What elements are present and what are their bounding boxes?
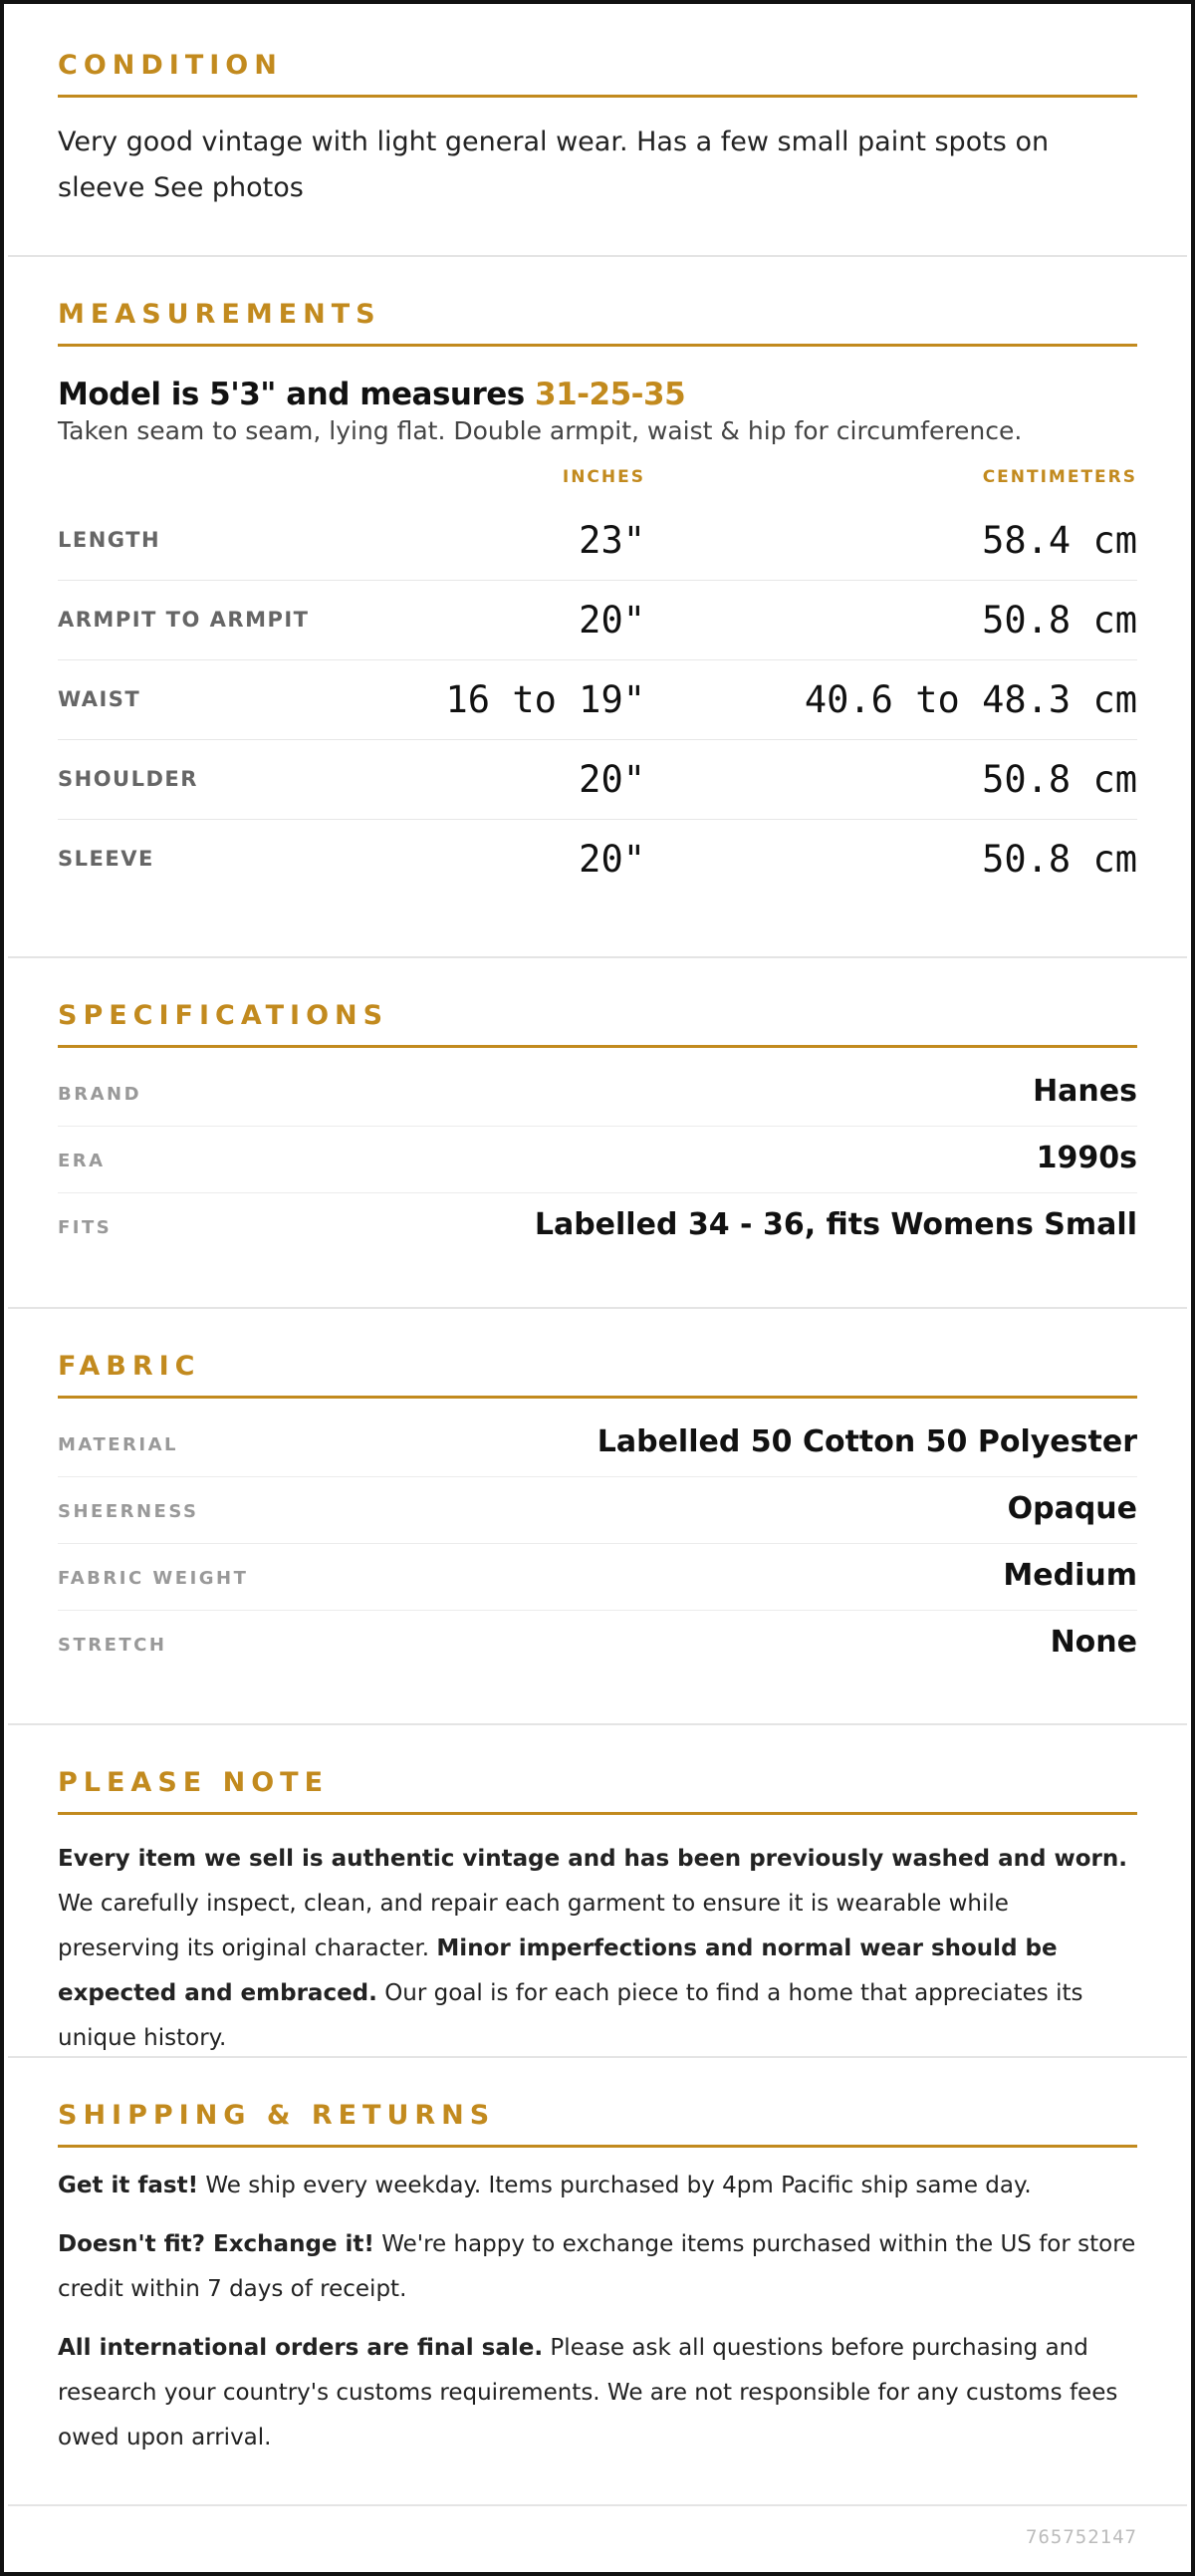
specifications-section [8, 958, 1187, 1309]
spec-value: 1990s [1036, 1141, 1137, 1175]
centimeters-column-header: CENTIMETERS [982, 467, 1137, 487]
measurement-cm: 58.4 cm [982, 519, 1137, 562]
fabric-value: None [1050, 1625, 1137, 1660]
measurement-label: LENGTH [58, 528, 161, 552]
fabric-section [8, 1309, 1187, 1725]
fabric-row [58, 1611, 1137, 1677]
please-note-text-1: We carefully inspect, clean, and repair each garment to ensure it is wearable while preserving its original character. [58, 1891, 1009, 1961]
fabric-label: FABRIC WEIGHT [58, 1568, 249, 1589]
please-note-bold-2: Minor imperfections and normal wear should be expected and embraced. [58, 1935, 1058, 2006]
shipping-text-1: We ship every weekday. Items purchased by 4pm Pacific ship same day. [198, 2173, 1032, 2198]
measurement-row [58, 501, 1137, 581]
model-prefix: Model is 5'3" and measures [58, 377, 536, 412]
spec-value: Hanes [1033, 1074, 1137, 1109]
shipping-text-2: We're happy to exchange items purchased within the US for store credit within 7 days of receipt. [58, 2231, 1136, 2302]
measurement-cm: 50.8 cm [982, 599, 1137, 642]
measurement-inches: 23" [579, 519, 645, 562]
measurement-label: SLEEVE [58, 847, 154, 871]
inches-column-header: INCHES [562, 467, 645, 487]
please-note-title: PLEASE NOTE [58, 1767, 330, 1798]
spec-row [58, 1127, 1137, 1193]
measurement-inches: 16 to 19" [445, 678, 645, 721]
please-note-text [58, 1837, 1137, 2061]
shipping-title: SHIPPING & RETURNS [58, 2100, 496, 2131]
measurements-title: MEASUREMENTS [58, 299, 381, 330]
fabric-row [58, 1411, 1137, 1477]
measurement-label: WAIST [58, 687, 141, 711]
condition-divider [58, 95, 1137, 98]
spec-label: BRAND [58, 1084, 142, 1105]
measurement-cm: 40.6 to 48.3 cm [804, 678, 1137, 721]
measurement-label: ARMPIT TO ARMPIT [58, 608, 310, 632]
condition-section [8, 52, 1187, 257]
fabric-label: STRETCH [58, 1635, 167, 1656]
fabric-label: MATERIAL [58, 1434, 178, 1455]
fabric-title: FABRIC [58, 1351, 201, 1382]
fabric-value: Labelled 50 Cotton 50 Polyester [597, 1424, 1137, 1459]
fabric-value: Medium [1003, 1558, 1137, 1593]
spec-value: Labelled 34 - 36, fits Womens Small [534, 1207, 1137, 1242]
shipping-section [8, 2058, 1187, 2506]
spec-row [58, 1193, 1137, 1260]
measurement-row [58, 660, 1137, 740]
spec-row [58, 1060, 1137, 1127]
spec-label: FITS [58, 1217, 113, 1238]
shipping-bold-1: Get it fast! [58, 2173, 199, 2198]
shipping-paragraph-1 [58, 2164, 1137, 2208]
measurement-inches: 20" [579, 758, 645, 801]
shipping-paragraph-2 [58, 2222, 1137, 2312]
please-note-section [8, 1725, 1187, 2058]
fabric-divider [58, 1396, 1137, 1399]
shipping-bold-3: All international orders are final sale. [58, 2335, 544, 2361]
measurements-divider [58, 344, 1137, 347]
please-note-bold-1: Every item we sell is authentic vintage and has been previously washed and worn. [58, 1846, 1127, 1872]
condition-title: CONDITION [58, 50, 283, 81]
product-id: 765752147 [1026, 2526, 1137, 2548]
shipping-text-3: Please ask all questions before purchasing and research your country's customs requirements. We are not responsible for any customs fees owed upon arrival. [58, 2335, 1118, 2450]
fabric-label: SHEERNESS [58, 1501, 199, 1522]
measurement-cm: 50.8 cm [982, 758, 1137, 801]
measurements-subtitle: Taken seam to seam, lying flat. Double armpit, waist & hip for circumference. [58, 416, 1023, 445]
please-note-divider [58, 1812, 1137, 1815]
measurements-section [8, 257, 1187, 958]
condition-text: Very good vintage with light general wear. Has a few small paint spots on sleeve See photos [58, 127, 1050, 203]
shipping-paragraph-3 [58, 2326, 1137, 2460]
measurement-inches: 20" [579, 599, 645, 642]
specifications-divider [58, 1045, 1137, 1048]
measurement-label: SHOULDER [58, 767, 198, 791]
shipping-bold-2: Doesn't fit? Exchange it! [58, 2231, 374, 2257]
fabric-row [58, 1544, 1137, 1611]
measurement-cm: 50.8 cm [982, 838, 1137, 881]
fabric-row [58, 1477, 1137, 1544]
specifications-title: SPECIFICATIONS [58, 1000, 389, 1031]
measurement-row [58, 581, 1137, 660]
measurement-row [58, 820, 1137, 900]
measurements-header [58, 467, 1137, 501]
spec-label: ERA [58, 1151, 106, 1171]
please-note-text-2: Our goal is for each piece to find a home that appreciates its unique history. [58, 1980, 1083, 2051]
fabric-value: Opaque [1007, 1491, 1137, 1526]
measurement-inches: 20" [579, 838, 645, 881]
shipping-divider [58, 2145, 1137, 2148]
measurement-row [58, 740, 1137, 820]
model-info [58, 377, 1137, 412]
model-measures: 31-25-35 [535, 377, 686, 412]
